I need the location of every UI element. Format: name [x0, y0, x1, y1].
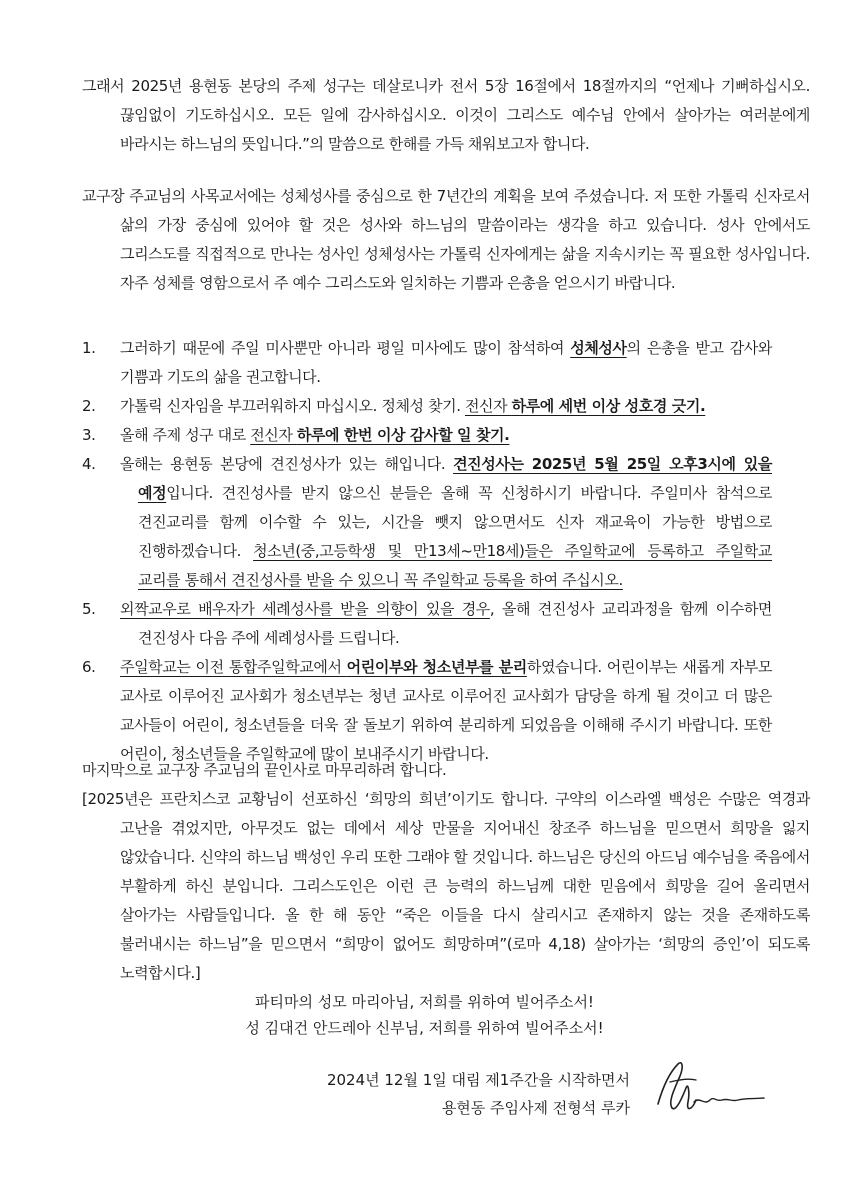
list-emphasis: 하루에 세번 이상 성호경 긋기. [511, 397, 706, 415]
list-emphasis: 전신자 [250, 426, 297, 444]
prayer-line: 성 김대건 안드레아 신부님, 저희를 위하여 빌어주소서! [245, 1019, 604, 1037]
list-item [82, 653, 772, 769]
list-text: 의 은총을 받고 감사와 기쁨과 기도의 삶을 권고합니다. [120, 339, 772, 386]
author-line: 용현동 주임사제 전형석 루카 [441, 1099, 630, 1117]
list-item [82, 392, 772, 421]
date-line: 2024년 12월 1일 대림 제1주간을 시작하면서 [326, 1071, 630, 1089]
list-number: 5. [82, 600, 96, 618]
paragraph-bishop-quote: [2025년은 프란치스코 교황님이 선포하신 ‘희망의 희년’이기도 합니다. 구약의 이스라엘 백성은 수많은 역경과 고난을 겪었지만, 아무것도 없는 데에서 세상 만물을 지어내신 창조주 하느님을 믿으면서 희망을 잃지 않았습니다. 신약의 하느님 백성인 우리 또한 그래야 할 것입니다. 하느님은 당신의 아드님 예수님을 죽음에서 부활하게 하신 분입니다. 그리스도인은 이런 큰 능력의 하느님께 대한 믿음에서 희망을 길어 올리면서 살아가는 사람들입니다. 올 한 해 동안 “죽은 이들을 다시 살리시고 존재하지 않는 것을 존재하도록 불러내시는 하느님”을 믿으면서 “희망이 없어도 희망하며”(로마 4,18) 살아가는 ‘희망의 증인’이 되도록 노력합시다.] [82, 790, 810, 982]
announcement-list [82, 334, 772, 769]
list-text: 가톨릭 신자임을 부끄러워하지 마십시오. 정체성 찾기. [120, 397, 465, 415]
list-emphasis: 성체성사 [570, 339, 627, 357]
list-number: 2. [82, 397, 96, 415]
list-emphasis: 주일학교는 이전 통합주일학교에서 [120, 658, 347, 676]
list-text: 입니다. 견진성사를 받지 않으신 분들은 올해 꼭 신청하시기 바랍니다. 주일미사 참석으로 견진교리를 함께 이수할 수 있는, 시간을 뺏지 않으면서도 신자 재교육이 가능한 방법으로 진행하겠습니다. [138, 484, 772, 560]
list-emphasis: 어린이부와 청소년부를 분리 [346, 658, 527, 676]
list-text: 올해 주제 성구 대로 [120, 426, 251, 444]
list-emphasis: 하루에 한번 이상 감사할 일 찾기. [296, 426, 510, 444]
list-number: 4. [82, 455, 96, 473]
list-text: 하였습니다. 어린이부는 새롭게 자부모 교사로 이루어진 교사회가 청소년부는 청년 교사로 이루어진 교사회가 담당을 하게 될 것이고 더 많은 교사들이 어린이, 청소년들을 더욱 잘 돌보기 위하여 분리하게 되었음을 이해해 주시기 바랍니다. 또한 어린이, 청소년들을 주일학교에 많이 보내주시기 바랍니다. [120, 658, 772, 763]
list-text: 그러하기 때문에 주일 미사뿐만 아니라 평일 미사에도 많이 참석하여 [120, 339, 571, 357]
list-item [82, 595, 772, 653]
list-text: , 올해 견진성사 교리과정을 함께 이수하면 견진성사 다음 주에 세례성사를 드립니다. [138, 600, 772, 647]
paragraph-pastoral-letter: 교구장 주교님의 사목교서에는 성체성사를 중심으로 한 7년간의 계획을 보여 주셨습니다. 저 또한 가톨릭 신자로서 삶의 가장 중심에 있어야 할 것은 성사와 하느님의 말씀이라는 생각을 하고 있습니다. 성사 안에서도 그리스도를 직접적으로 만나는 성사인 성체성사는 가톨릭 신자에게는 삶을 지속시키는 꼭 필요한 성사입니다. 자주 성체를 영함으로서 주 예수 그리스도와 일치하는 기쁨과 은총을 얻으시기 바랍니다. [82, 187, 810, 292]
list-emphasis: 견진성사는 2025년 5월 25일 오후3시에 있을 예정 [138, 455, 772, 502]
list-text: 올해는 용현동 본당에 견진성사가 있는 해입니다. [120, 455, 454, 473]
signature-icon [648, 1052, 768, 1122]
list-item [82, 334, 772, 392]
list-item [82, 421, 772, 450]
list-emphasis: 외짝교우로 배우자가 세례성사를 받을 의향이 있을 경우 [120, 600, 490, 618]
list-emphasis: 청소년(중,고등학생 및 만13세~만18세)들은 주일학교에 등록하고 주일학교 교리를 통해서 견진성사를 받을 수 있으니 꼭 주일학교 등록을 하여 주십시오. [138, 542, 772, 589]
list-item [82, 450, 772, 595]
paragraph-theme-verse: 그래서 2025년 용현동 본당의 주제 성구는 데살로니카 전서 5장 16절에서 18절까지의 “언제나 기뻐하십시오. 끊임없이 기도하십시오. 모든 일에 감사하십시오. 이것이 그리스도 예수님 안에서 살아가는 여러분에게 바라시는 하느님의 뜻입니다.”의 말씀으로 한해를 가득 채워보고자 합니다. [82, 77, 810, 153]
prayer-line: 파티마의 성모 마리아님, 저희를 위하여 빌어주소서! [255, 993, 594, 1011]
list-number: 6. [82, 658, 96, 676]
list-number: 1. [82, 339, 96, 357]
paragraph-closing-intro: 마지막으로 교구장 주교님의 끝인사로 마무리하려 합니다. [82, 761, 447, 779]
list-emphasis: 전신자 [464, 397, 512, 415]
list-number: 3. [82, 426, 96, 444]
